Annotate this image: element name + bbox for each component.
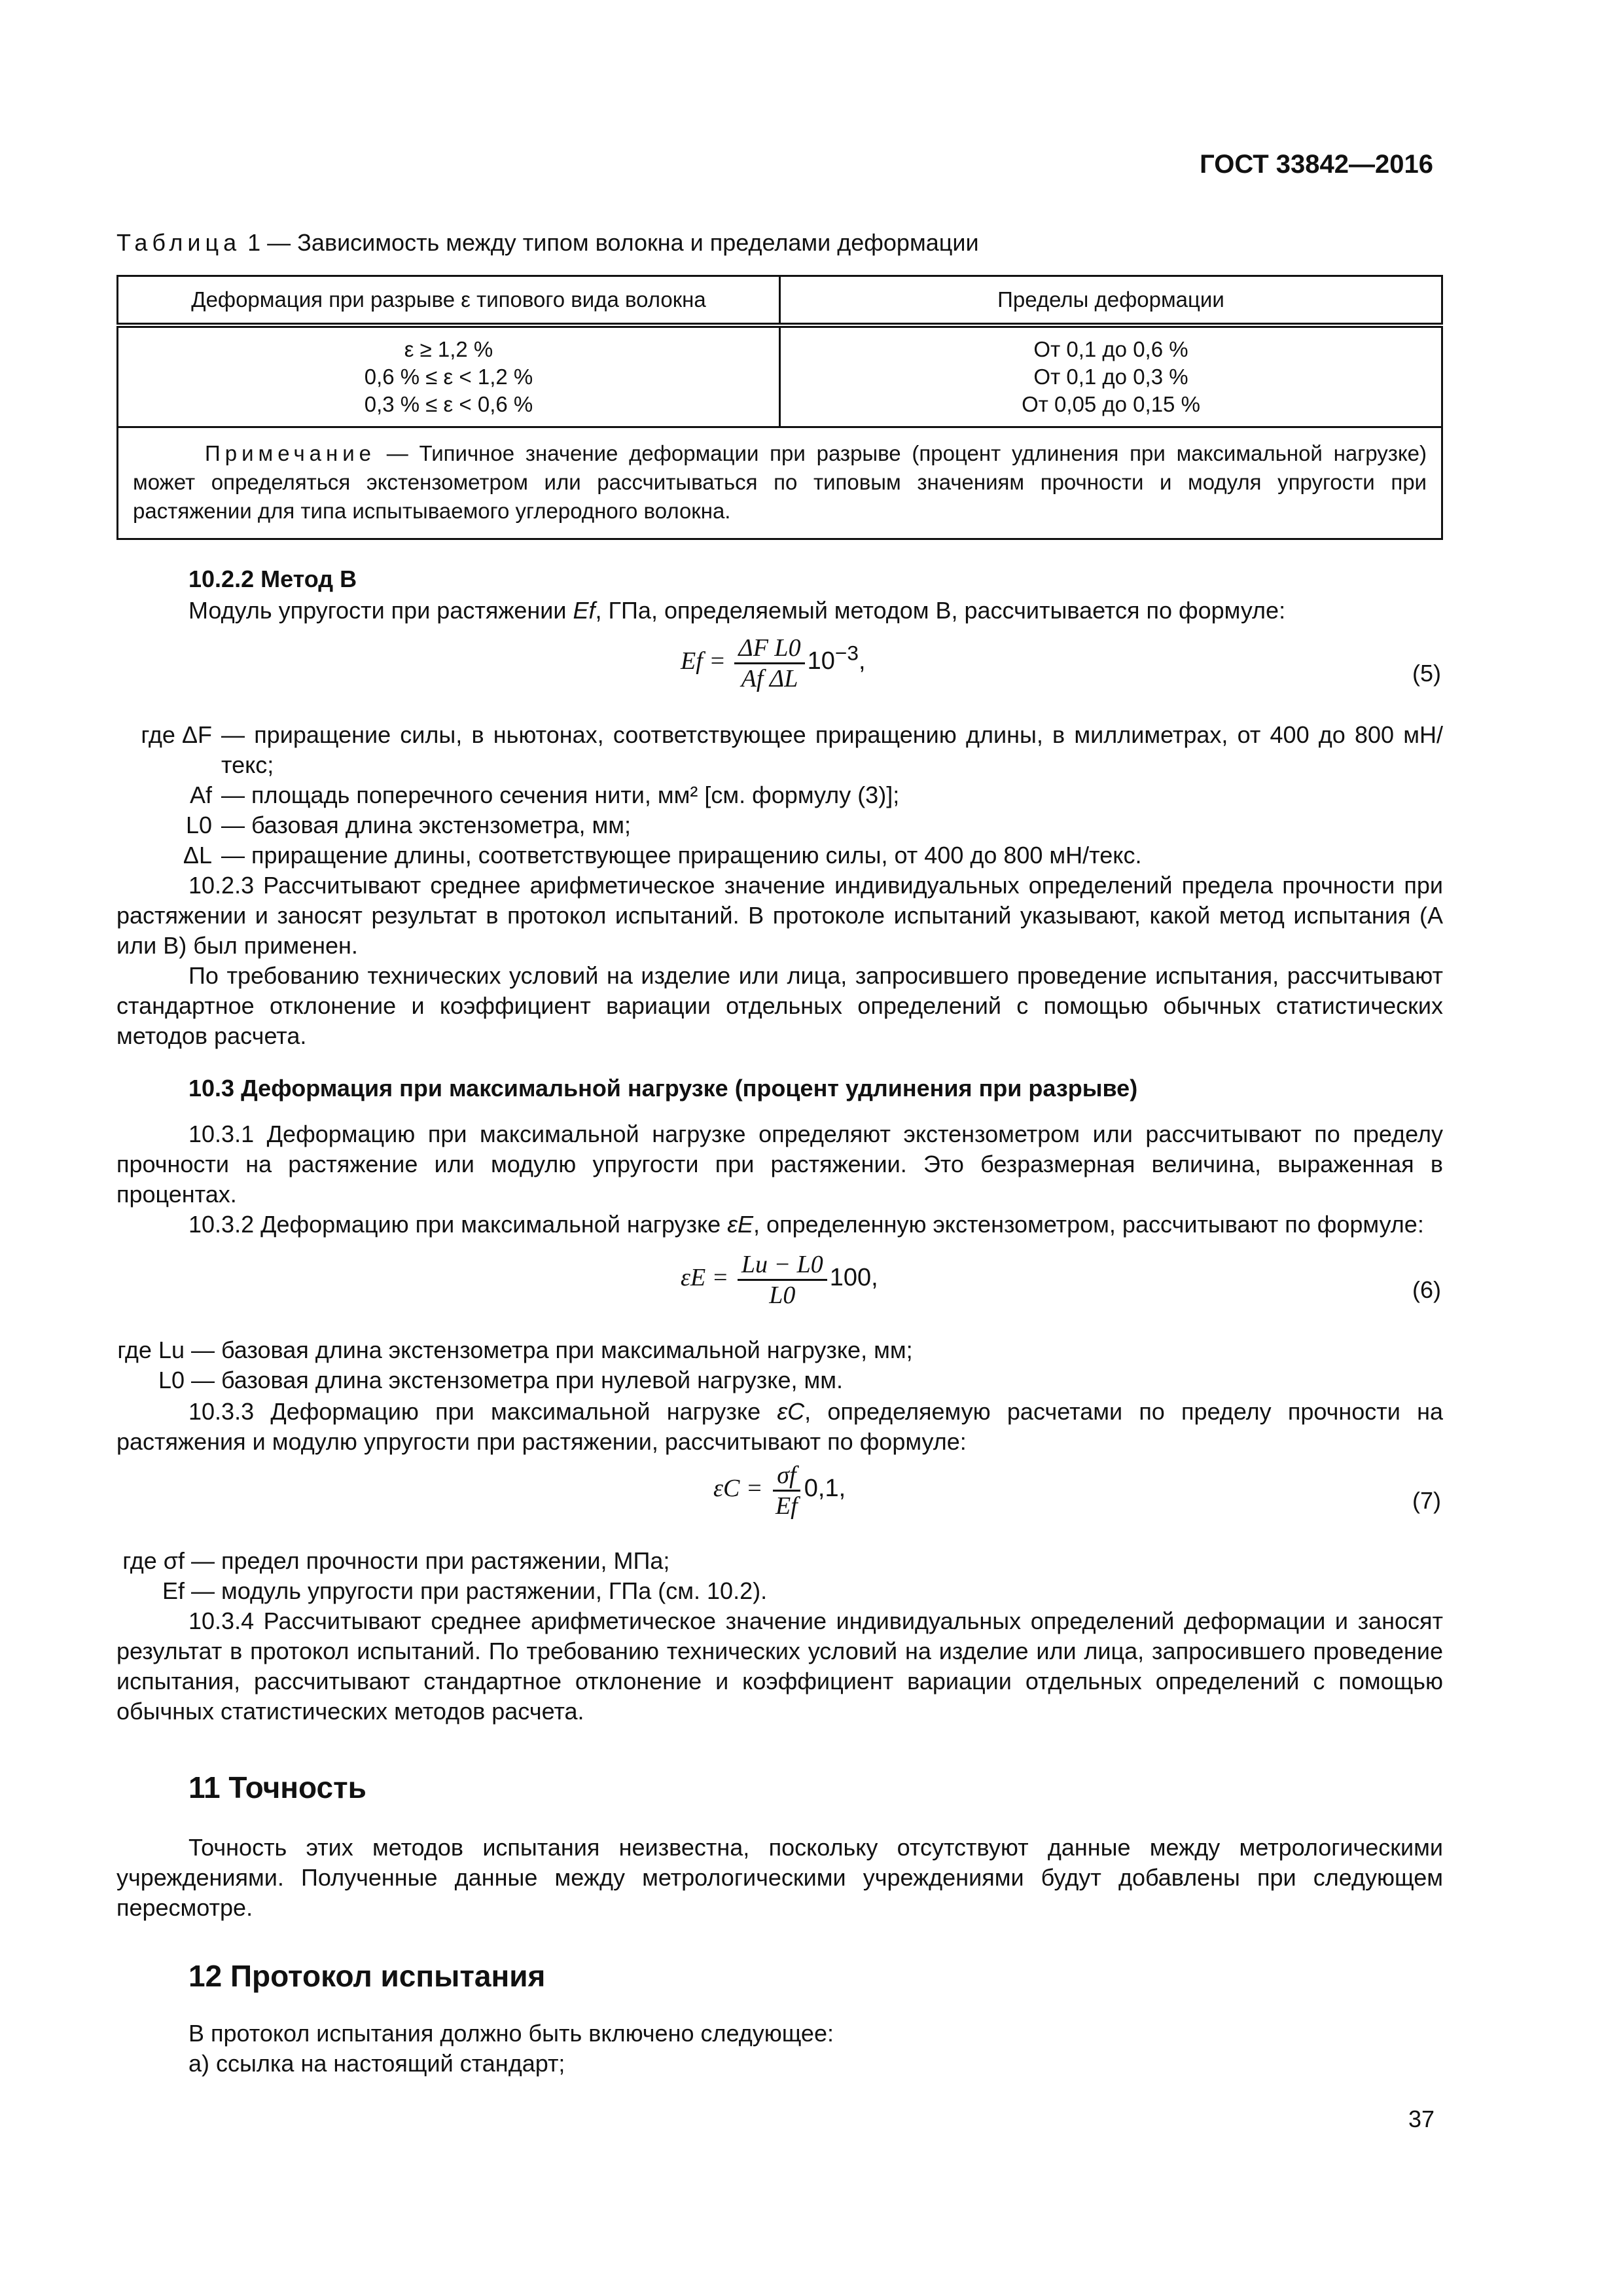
table-cell-limits [780, 325, 1442, 427]
formula-7-number: (7) [1412, 1487, 1441, 1514]
intro-symbol: Ef [573, 597, 596, 624]
table-row-2-limits: От 0,1 до 0,3 % [1033, 365, 1188, 389]
definition-symbol: ΔL [183, 842, 212, 869]
intro-text-end: , ГПа, определяемый методом В, рассчитывается по формуле: [595, 597, 1286, 624]
definition-symbol: L0 [185, 812, 212, 838]
table-caption [116, 228, 979, 258]
section-10-2-2-intro [188, 596, 1285, 626]
formula-7-fraction [772, 1461, 802, 1520]
section-11-text: Точность этих методов испытания неизвестна, поскольку отсутствуют данные между метрологическими учреждениями. Полученные данные между метрологическими учреждениями будут добавлены при следующем пересмотре. [116, 1834, 1443, 1921]
formula-7-denominator: Ef [775, 1492, 798, 1520]
formula-6-lhs: εE = [681, 1264, 729, 1292]
paragraph-10-3-1: 10.3.1 Деформацию при максимальной нагрузке определяют экстензометром или рассчитывают по пределу прочности на растяжение или модулю упругости при растяжении. Это безразмерная величина, выраженная в процентах. [116, 1121, 1443, 1208]
formula-6-definitions [116, 1335, 1443, 1395]
definition-text: — модуль упругости при растяжении, ГПа (см. 10.2). [191, 1577, 768, 1604]
section-12-title: 12 Протокол испытания [188, 1959, 546, 1993]
definition-text: — базовая длина экстензометра при нулевой нагрузке, мм. [191, 1367, 843, 1393]
definition-text: — предел прочности при растяжении, МПа; [191, 1547, 670, 1574]
definition-af [116, 780, 1443, 810]
definition-ef [116, 1576, 1443, 1606]
table-row-3-deformation: 0,3 % ≤ ε < 0,6 % [364, 392, 533, 416]
formula-7-numerator: σf [773, 1461, 800, 1492]
paragraph-10-3-3-symbol: εC [777, 1398, 805, 1425]
formula-7 [713, 1461, 846, 1520]
table-cell-deformation [118, 325, 780, 427]
definition-delta-l [116, 840, 1443, 870]
definition-symbol: Af [189, 781, 212, 808]
definition-l0-zero [116, 1365, 1443, 1395]
paragraph-10-3-2 [116, 1210, 1443, 1240]
standard-number: ГОСТ 33842—2016 [1200, 150, 1433, 179]
formula-5-power-base: 10 [807, 647, 835, 675]
formula-5 [681, 634, 866, 693]
formula-6-fraction [738, 1250, 827, 1310]
definition-text: — приращение силы, в ньютонах, соответствующее приращению длины, в миллиметрах, от 400 до 800 мН/текс; [221, 721, 1443, 778]
formula-5-end: , [858, 647, 866, 675]
formula-6-denominator: L0 [769, 1282, 796, 1309]
formula-5-fraction [734, 634, 804, 693]
paragraph-10-3-3-text: 10.3.3 Деформацию при максимальной нагрузке [188, 1398, 777, 1425]
definition-delta-f [116, 720, 1443, 780]
definition-text: — базовая длина экстензометра при максимальной нагрузке, мм; [191, 1336, 913, 1363]
table-note-word: Примечание [205, 441, 376, 465]
definition-text: — площадь поперечного сечения нити, мм² [см. формулу (3)]; [221, 781, 900, 808]
section-12-intro: В протокол испытания должно быть включено следующее: [188, 2020, 834, 2047]
section-11-title: 11 Точность [188, 1770, 366, 1804]
definition-symbol: где σf [122, 1547, 185, 1574]
section-12-item-a: а) ссылка на настоящий стандарт; [188, 2050, 565, 2077]
definition-text: — базовая длина экстензометра, мм; [221, 812, 632, 838]
paragraph-10-3-2-text: 10.3.2 Деформацию при максимальной нагрузке [188, 1211, 728, 1238]
paragraph-10-2-3: 10.2.3 Рассчитывают среднее арифметическое значение индивидуальных определений предела прочности при растяжении и заносят результат в протокол испытаний. В протоколе испытаний указывают, какой метод испытания (А или В) был применен. [116, 872, 1443, 959]
table-note [118, 427, 1442, 539]
formula-6-tail: 100, [829, 1264, 878, 1292]
definition-symbol: где ΔF [141, 721, 212, 748]
paragraph-10-3-2-symbol: εE [727, 1211, 754, 1238]
formula-7-definitions [116, 1546, 1443, 1606]
table-row-1-deformation: ε ≥ 1,2 % [404, 337, 493, 361]
table-header-limits: Пределы деформации [780, 276, 1442, 326]
paragraph-10-3-4: 10.3.4 Рассчитывают среднее арифметическое значение индивидуальных определений деформации и заносят результат в протокол испытаний. По требованию технических условий на изделие или лица, запросившего проведение испытания, рассчитывают стандартное отклонение и коэффициент вариации отдельных определений с помощью обычных статистических методов расчета. [116, 1607, 1443, 1725]
definition-sigma-f [116, 1546, 1443, 1576]
deformation-table [116, 275, 1443, 540]
definition-symbol: Ef [162, 1577, 185, 1604]
formula-5-numerator: ΔF L0 [734, 634, 804, 664]
formula-7-lhs: εC = [713, 1475, 763, 1503]
section-10-3-title: 10.3 Деформация при максимальной нагрузке (процент удлинения при разрыве) [188, 1075, 1138, 1102]
formula-7-tail: 0,1, [804, 1475, 846, 1503]
table-caption-text: 1 — Зависимость между типом волокна и пределами деформации [241, 229, 979, 256]
table-row-1-limits: От 0,1 до 0,6 % [1033, 337, 1188, 361]
table-row-3-limits: От 0,05 до 0,15 % [1022, 392, 1200, 416]
paragraph-10-3-3 [116, 1397, 1443, 1457]
table-row-2-deformation: 0,6 % ≤ ε < 1,2 % [364, 365, 533, 389]
formula-6-number: (6) [1412, 1276, 1441, 1303]
page-number: 37 [1408, 2106, 1435, 2132]
definition-symbol: L0 [158, 1367, 185, 1393]
formula-6-numerator: Lu − L0 [738, 1250, 827, 1281]
definition-text: — приращение длины, соответствующее приращению силы, от 400 до 800 мН/текс. [221, 842, 1142, 869]
formula-5-exponent: −3 [834, 641, 859, 665]
table-note-text: — Типичное значение деформации при разрыве (процент удлинения при максимальной нагрузке) может определяться экстензометром или рассчитываться по типовым значениям прочности и модуля упругости при растяжении для типа испытываемого углеродного волокна. [133, 441, 1427, 523]
definition-lu [116, 1335, 1443, 1365]
paragraph-10-3-2-text-end: , определенную экстензометром, рассчитывают по формуле: [753, 1211, 1424, 1238]
table-caption-word: Таблица [116, 229, 241, 256]
formula-5-definitions [116, 720, 1443, 870]
paragraph-requirements: По требованию технических условий на изделие или лица, запросившего проведение испытания, рассчитывают стандартное отклонение и коэффициент вариации отдельных определений с помощью обычных статистических методов расчета. [116, 962, 1443, 1049]
formula-5-lhs: Ef = [681, 647, 726, 675]
formula-5-denominator: Af ΔL [741, 665, 798, 692]
table-header-deformation: Деформация при разрыве ε типового вида волокна [118, 276, 780, 326]
definition-symbol: где Lu [117, 1336, 185, 1363]
definition-l0 [116, 810, 1443, 840]
formula-5-number: (5) [1412, 660, 1441, 687]
formula-6 [681, 1250, 878, 1310]
section-10-2-2-title: 10.2.2 Метод B [188, 565, 357, 592]
intro-text: Модуль упругости при растяжении [188, 597, 573, 624]
paragraph-10-3-3-text-end: , определяемую расчетами по пределу прочности на растяжения и модулю упругости при растяжении, рассчитывают по формуле: [116, 1398, 1444, 1455]
